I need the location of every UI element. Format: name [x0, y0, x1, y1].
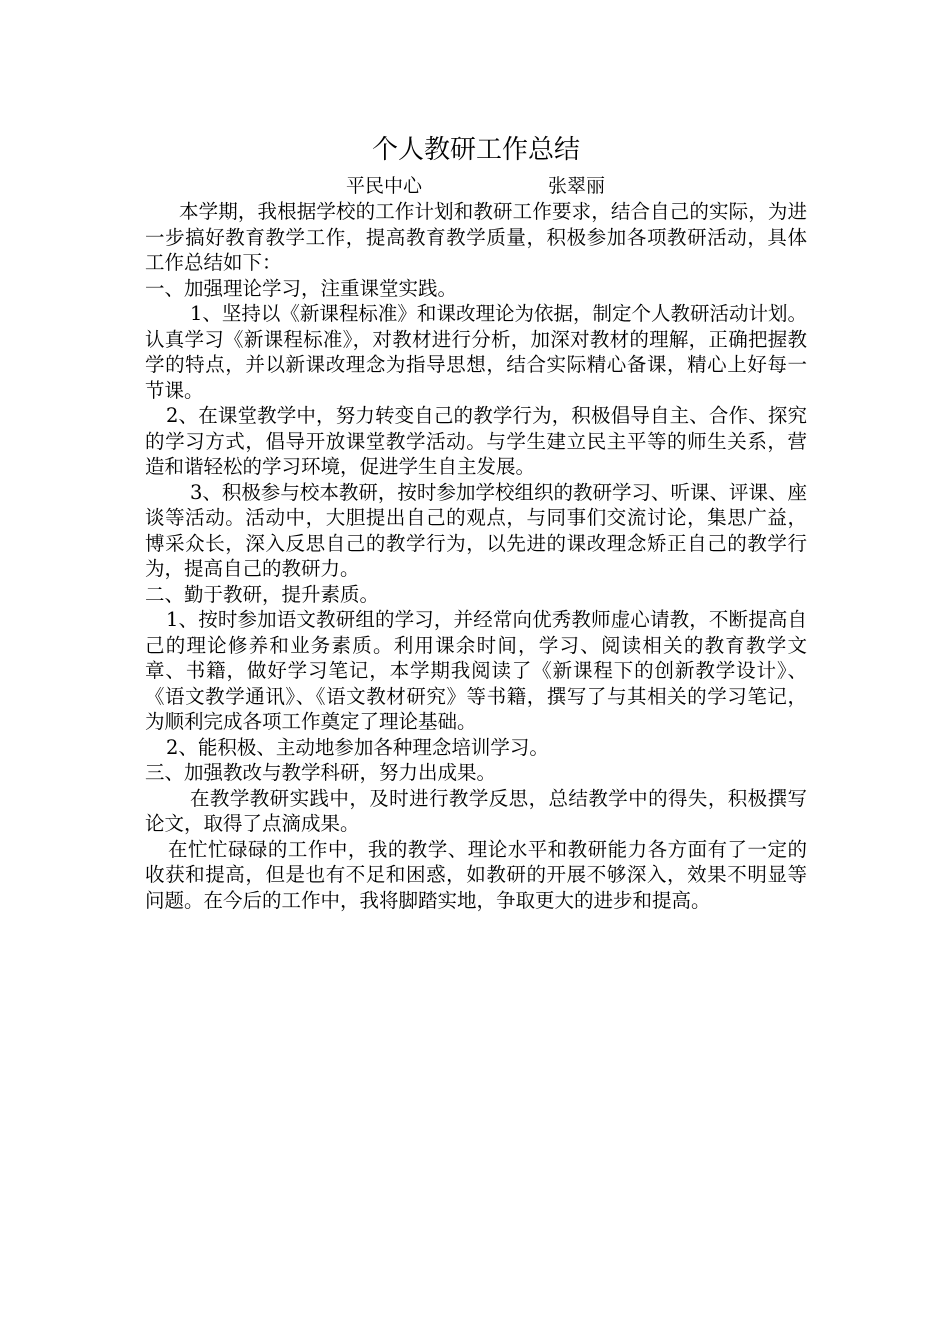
section-2-item-1: 1、按时参加语文教研组的学习，并经常向优秀教师虚心请教，不断提高自己的理论修养和业务素质。利用课余时间，学习、阅读相关的教育教学文章、书籍，做好学习笔记，本学期我阅读了《新课程下的创新教学设计》、《语文教学通讯》、《语文教材研究》等书籍，撰写了与其相关的学习笔记，为顺利完成各项工作奠定了理论基础。 [145, 608, 807, 733]
author-name: 张翠丽 [548, 175, 606, 197]
section-1-item-3: 3、积极参与校本教研，按时参加学校组织的教研学习、听课、评课、座谈等活动。活动中，大胆提出自己的观点，与同事们交流讨论，集思广益，博采众长，深入反思自己的教学行为，以先进的课改理念矫正自己的教学行为，提高自己的教研力。 [145, 480, 807, 580]
conclusion-paragraph: 在忙忙碌碌的工作中，我的教学、理论水平和教研能力各方面有了一定的收获和提高，但是也有不足和困惑，如教研的开展不够深入，效果不明显等问题。在今后的工作中，我将脚踏实地，争取更大的进步和提高。 [145, 837, 807, 912]
section-heading-1: 一、加强理论学习，注重课堂实践。 [145, 276, 458, 300]
section-heading-2: 二、勤于教研，提升素质。 [145, 582, 380, 606]
section-2-item-2: 2、能积极、主动地参加各种理念培训学习。 [166, 735, 549, 759]
section-heading-3: 三、加强教改与教学科研，努力出成果。 [145, 761, 497, 784]
document-title: 个人教研工作总结 [371, 135, 580, 165]
author-line [145, 174, 807, 199]
school-name: 平民中心 [346, 175, 423, 197]
section-1-item-1: 1、坚持以《新课程标准》和课改理论为依据，制定个人教研活动计划。认真学习《新课程标准》，对教材进行分析，加深对教材的理解，正确把握教学的特点，并以新课改理念为指导思想，结合实际精心备课，精心上好每一节课。 [145, 302, 807, 402]
section-1-item-2: 2、在课堂教学中，努力转变自己的教学行为，积极倡导自主、合作、探究的学习方式，倡导开放课堂教学活动。与学生建立民主平等的师生关系，营造和谐轻松的学习环境，促进学生自主发展。 [145, 404, 807, 478]
document-page [145, 132, 807, 913]
document-body [145, 199, 807, 913]
section-3-paragraph: 在教学教研实践中，及时进行教学反思，总结教学中的得失，积极撰写论文，取得了点滴成果。 [145, 786, 807, 835]
intro-paragraph: 本学期，我根据学校的工作计划和教研工作要求，结合自己的实际，为进一步搞好教育教学工作，提高教育教学质量，积极参加各项教研活动，具体工作总结如下： [145, 200, 807, 274]
